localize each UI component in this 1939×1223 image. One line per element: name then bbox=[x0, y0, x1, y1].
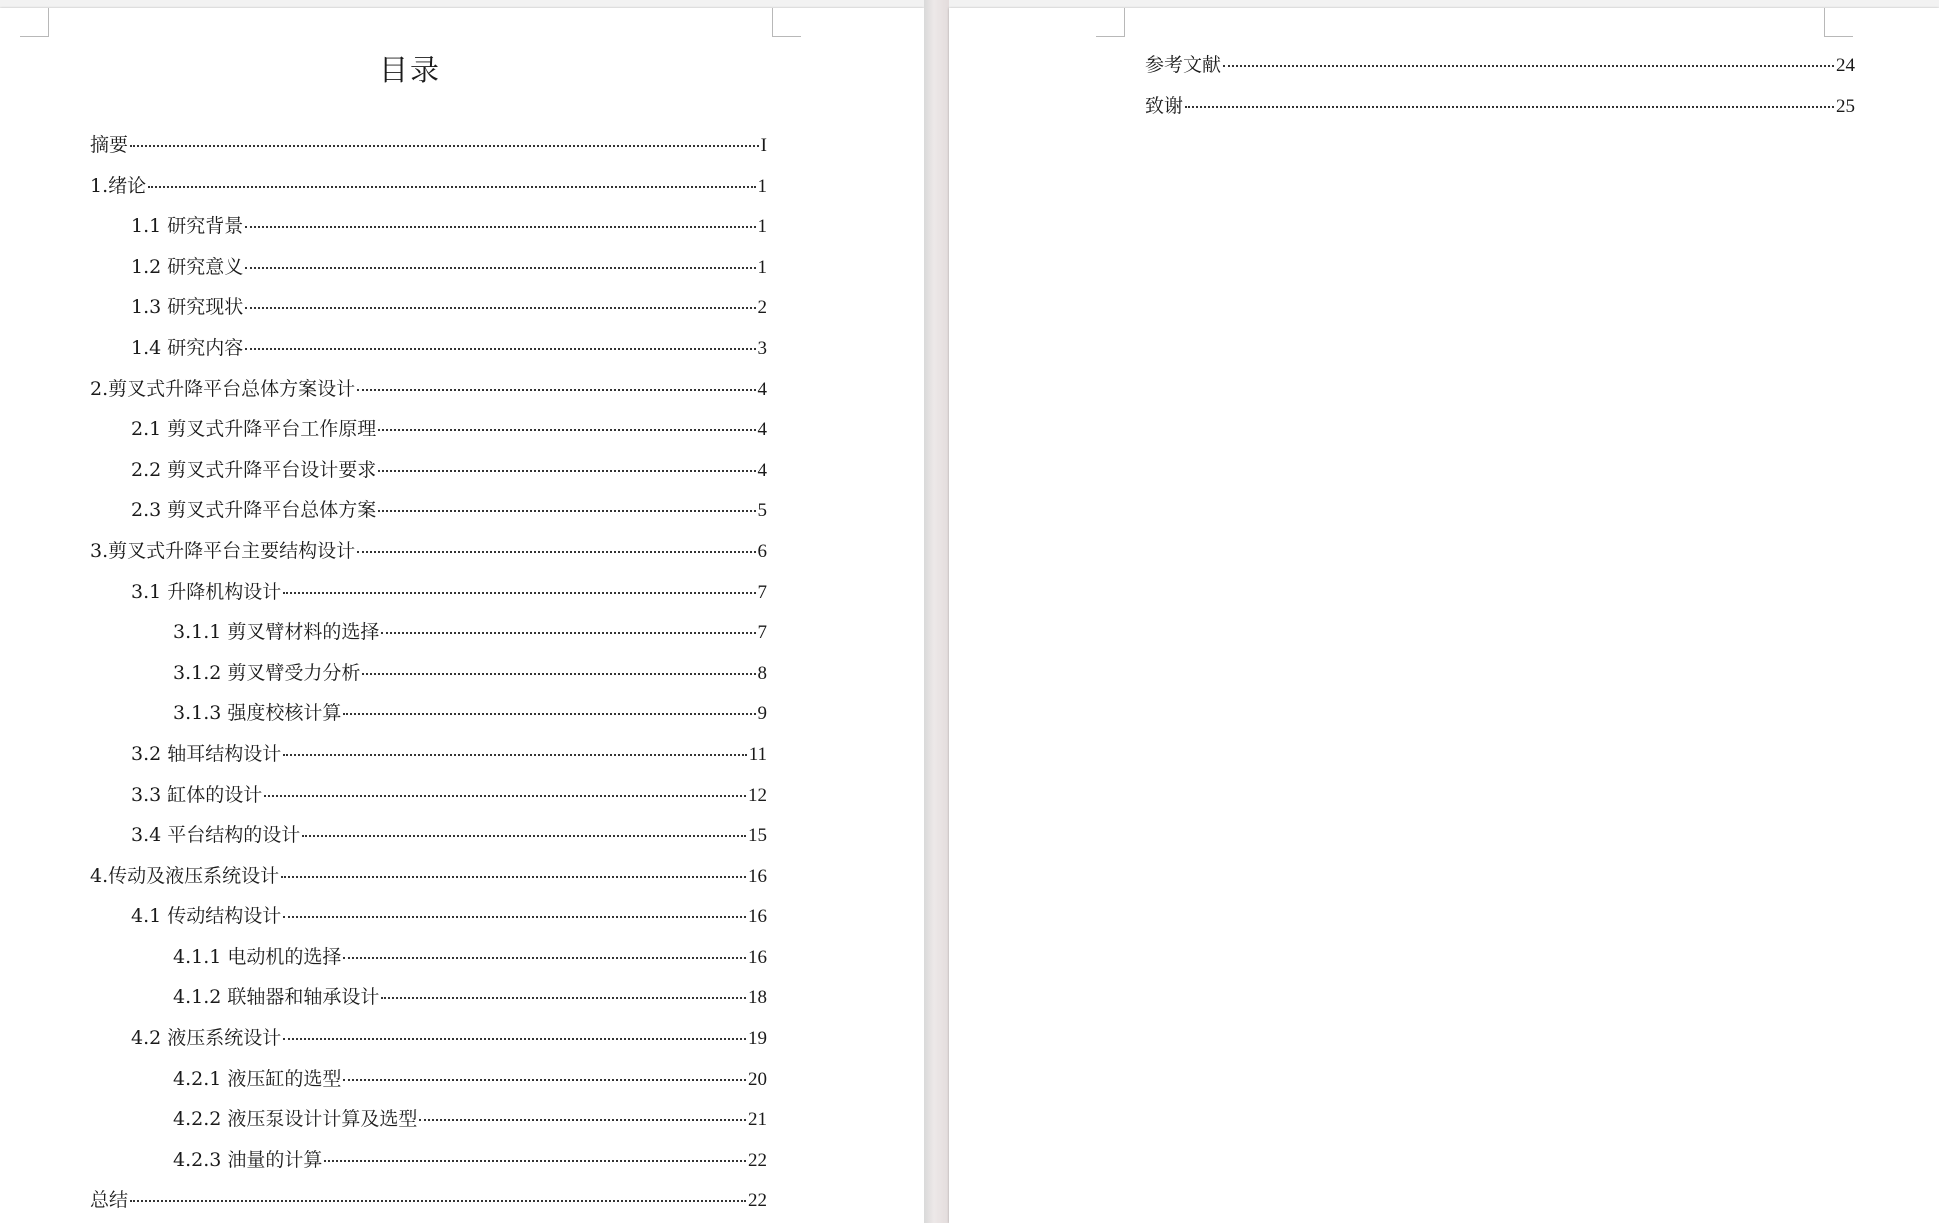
dot-leader bbox=[245, 226, 755, 228]
toc-entry-label: 参考文献 bbox=[1145, 54, 1222, 76]
toc-entry-label: 1.4 研究内容 bbox=[131, 336, 244, 359]
toc-entry-label: 2.2 剪叉式升降平台设计要求 bbox=[131, 458, 377, 481]
dot-leader bbox=[283, 916, 746, 918]
dot-leader bbox=[245, 307, 755, 309]
toc-entry-label: 摘要 bbox=[90, 134, 129, 156]
toc-entry[interactable] bbox=[0, 698, 767, 739]
toc-entry-page-number: 21 bbox=[748, 1109, 767, 1131]
toc-entry-page-number: 9 bbox=[757, 703, 767, 725]
dot-leader bbox=[130, 1200, 746, 1202]
toc-entry-page-number: 22 bbox=[748, 1190, 767, 1212]
dot-leader bbox=[283, 592, 755, 594]
toc-entry-label: 2.1 剪叉式升降平台工作原理 bbox=[131, 418, 377, 441]
dot-leader bbox=[324, 1160, 746, 1162]
toc-entry-page-number: 19 bbox=[748, 1028, 767, 1050]
dot-leader bbox=[381, 632, 755, 634]
toc-entry[interactable] bbox=[949, 91, 1855, 132]
toc-entry-page-number: 1 bbox=[757, 216, 767, 238]
toc-entry-page-number: 5 bbox=[757, 500, 767, 522]
dot-leader bbox=[1185, 106, 1834, 108]
dot-leader bbox=[343, 957, 746, 959]
toc-entry[interactable] bbox=[0, 780, 767, 821]
toc-entry-label: 1.3 研究现状 bbox=[131, 296, 244, 319]
crop-mark bbox=[1824, 8, 1853, 37]
dot-leader bbox=[378, 470, 755, 472]
toc-entry-label: 3.1 升降机构设计 bbox=[131, 580, 282, 603]
dot-leader bbox=[357, 551, 755, 553]
dot-leader bbox=[281, 876, 746, 878]
toc-entry-label: 3.1.2 剪叉臂受力分析 bbox=[173, 661, 361, 684]
table-of-contents-continued bbox=[949, 50, 1939, 131]
toc-entry-label: 3.剪叉式升降平台主要结构设计 bbox=[90, 539, 356, 562]
toc-entry-label: 3.3 缸体的设计 bbox=[131, 783, 263, 806]
toc-entry-label: 2.剪叉式升降平台总体方案设计 bbox=[90, 377, 356, 400]
toc-entry-label: 致谢 bbox=[1145, 94, 1184, 117]
toc-entry[interactable] bbox=[0, 820, 767, 861]
document-page-left bbox=[0, 8, 924, 1223]
dot-leader bbox=[343, 1079, 746, 1081]
toc-entry-label: 3.4 平台结构的设计 bbox=[131, 824, 301, 847]
toc-entry-page-number: 16 bbox=[748, 906, 767, 928]
toc-entry[interactable] bbox=[0, 861, 767, 902]
toc-entry[interactable] bbox=[0, 1064, 767, 1105]
crop-mark bbox=[1096, 8, 1125, 37]
toc-entry[interactable] bbox=[0, 658, 767, 699]
toc-entry-page-number: 1 bbox=[757, 256, 767, 278]
page-gap bbox=[924, 0, 949, 1223]
toc-entry-page-number: 18 bbox=[748, 987, 767, 1009]
toc-entry-page-number: 25 bbox=[1836, 95, 1855, 117]
toc-entry[interactable] bbox=[0, 495, 767, 536]
toc-entry[interactable] bbox=[0, 901, 767, 942]
dot-leader bbox=[283, 754, 746, 756]
toc-title: 目录 bbox=[378, 53, 441, 87]
toc-entry[interactable] bbox=[0, 1145, 767, 1186]
dot-leader bbox=[1223, 65, 1834, 67]
toc-entry-page-number: 22 bbox=[748, 1149, 767, 1171]
dot-leader bbox=[419, 1119, 746, 1121]
toc-entry-label: 4.传动及液压系统设计 bbox=[90, 864, 280, 887]
toc-entry-label: 3.1.1 剪叉臂材料的选择 bbox=[173, 621, 380, 644]
toc-entry[interactable] bbox=[0, 536, 767, 577]
toc-entry[interactable] bbox=[0, 617, 767, 658]
toc-entry-label: 4.1.1 电动机的选择 bbox=[173, 945, 342, 968]
toc-entry-page-number: 2 bbox=[757, 297, 767, 319]
toc-entry-page-number: 16 bbox=[748, 865, 767, 887]
toc-entry-page-number: 3 bbox=[757, 337, 767, 359]
toc-entry[interactable] bbox=[0, 982, 767, 1023]
toc-entry-label: 4.1.2 联轴器和轴承设计 bbox=[173, 986, 380, 1009]
toc-entry[interactable] bbox=[0, 414, 767, 455]
toc-entry[interactable] bbox=[0, 1023, 767, 1064]
dot-leader bbox=[357, 389, 755, 391]
toc-entry-page-number: 1 bbox=[757, 175, 767, 197]
toc-entry[interactable] bbox=[0, 577, 767, 618]
toc-entry-label: 4.2 液压系统设计 bbox=[131, 1027, 282, 1050]
toc-entry[interactable] bbox=[0, 1104, 767, 1145]
document-page-right bbox=[949, 8, 1939, 1223]
dot-leader bbox=[130, 145, 759, 147]
toc-entry-page-number: 15 bbox=[748, 825, 767, 847]
dot-leader bbox=[302, 835, 746, 837]
toc-entry-page-number: 16 bbox=[748, 946, 767, 968]
toc-entry[interactable] bbox=[949, 50, 1855, 91]
toc-entry-page-number: 4 bbox=[757, 378, 767, 400]
toc-entry-page-number: 8 bbox=[757, 662, 767, 684]
toc-entry-label: 3.1.3 强度校核计算 bbox=[173, 702, 342, 725]
toc-entry-page-number: 6 bbox=[757, 540, 767, 562]
dot-leader bbox=[362, 673, 755, 675]
toc-entry-page-number: 11 bbox=[748, 743, 767, 765]
toc-entry[interactable] bbox=[0, 292, 767, 333]
toc-entry-page-number: 24 bbox=[1836, 55, 1855, 76]
toc-entry-label: 3.2 轴耳结构设计 bbox=[131, 742, 282, 765]
toc-entry-page-number: 4 bbox=[757, 419, 767, 441]
dot-leader bbox=[343, 713, 755, 715]
toc-entry[interactable] bbox=[0, 333, 767, 374]
toc-entry-label: 4.1 传动结构设计 bbox=[131, 905, 282, 928]
toc-entry[interactable] bbox=[0, 374, 767, 415]
toc-entry-page-number: 12 bbox=[748, 784, 767, 806]
toc-entry-label: 4.2.2 液压泵设计计算及选型 bbox=[173, 1108, 418, 1131]
toc-entry[interactable] bbox=[0, 1185, 767, 1223]
toc-entry[interactable] bbox=[0, 455, 767, 496]
dot-leader bbox=[264, 795, 746, 797]
toc-entry-page-number: 7 bbox=[757, 581, 767, 603]
toc-entry[interactable] bbox=[0, 171, 767, 212]
toc-entry-label: 1.2 研究意义 bbox=[131, 255, 244, 278]
toc-entry[interactable] bbox=[0, 739, 767, 780]
dot-leader bbox=[381, 997, 746, 999]
dot-leader bbox=[245, 267, 755, 269]
dot-leader bbox=[283, 1038, 746, 1040]
dot-leader bbox=[148, 186, 755, 188]
dot-leader bbox=[245, 348, 755, 350]
crop-mark bbox=[20, 8, 49, 37]
toc-entry-label: 2.3 剪叉式升降平台总体方案 bbox=[131, 499, 377, 522]
table-of-contents bbox=[0, 130, 770, 1223]
toc-entry[interactable] bbox=[0, 252, 767, 293]
toc-entry-page-number: I bbox=[760, 135, 767, 156]
dot-leader bbox=[378, 510, 755, 512]
toc-entry-label: 1.1 研究背景 bbox=[131, 215, 244, 238]
toc-entry-label: 4.2.3 油量的计算 bbox=[173, 1148, 323, 1171]
toc-entry-label: 1.绪论 bbox=[90, 174, 147, 197]
toc-entry-page-number: 20 bbox=[748, 1068, 767, 1090]
toc-entry[interactable] bbox=[0, 211, 767, 252]
toc-entry-label: 总结 bbox=[90, 1189, 129, 1212]
toc-entry-label: 4.2.1 液压缸的选型 bbox=[173, 1067, 342, 1090]
crop-mark bbox=[772, 8, 801, 37]
toc-entry-page-number: 7 bbox=[757, 622, 767, 644]
toc-entry-page-number: 4 bbox=[757, 459, 767, 481]
toc-entry[interactable] bbox=[0, 130, 767, 171]
toc-entry[interactable] bbox=[0, 942, 767, 983]
dot-leader bbox=[378, 429, 755, 431]
